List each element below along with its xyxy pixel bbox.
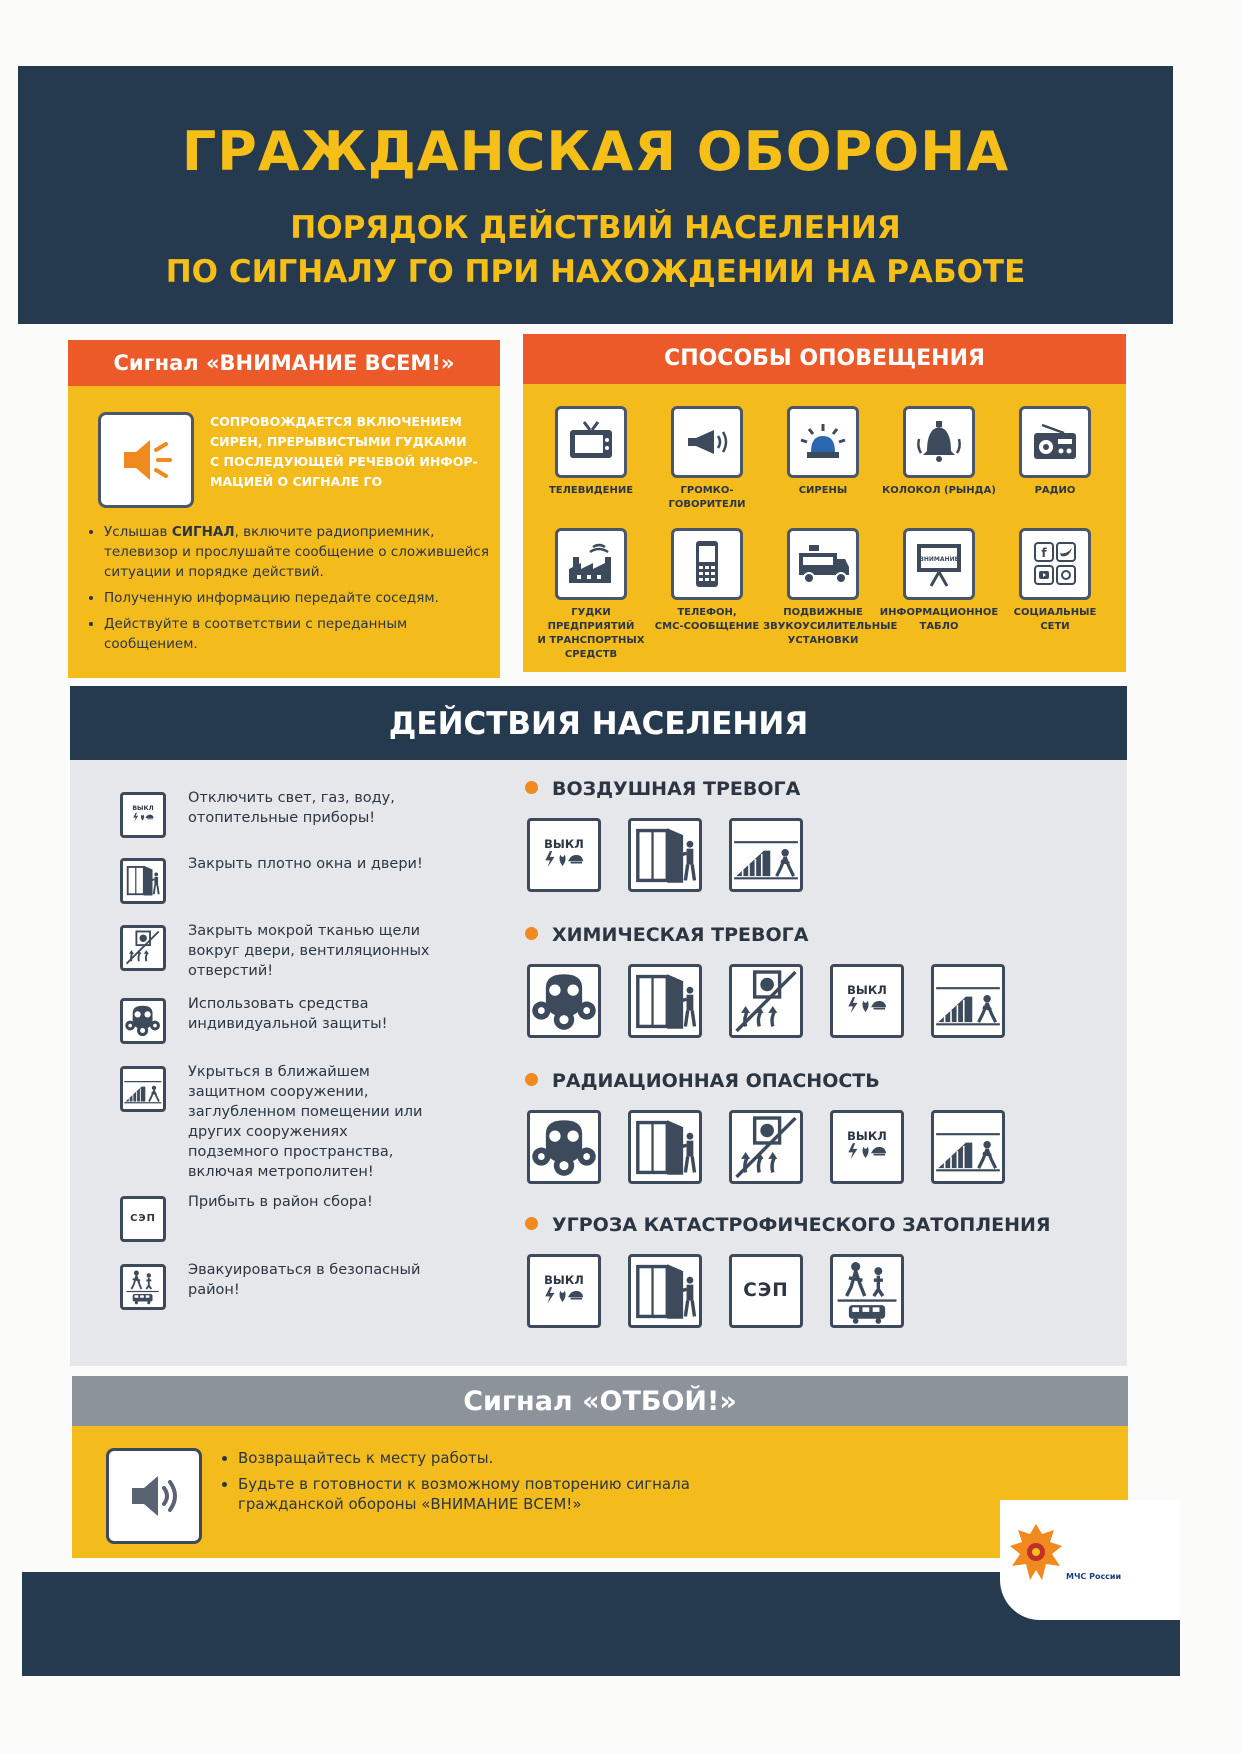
power-off-icon: ВЫКЛ [527,1254,601,1328]
method-label: СОЦИАЛЬНЫЕ СЕТИ [1013,607,1097,632]
evacuate-icon [830,1254,904,1328]
truck-icon [787,528,859,600]
close-door-icon [120,858,166,904]
header-banner [18,66,1173,324]
attention-bullet-2: • Полученную информацию передайте соседям. [104,588,491,608]
method-label: РАДИО [1034,485,1076,496]
shelter-icon [931,964,1005,1038]
speaker-icon [98,412,194,508]
phone-icon [671,528,743,600]
attention-bullet-3: • Действуйте в соответствии с переданным сообщением. [104,614,491,654]
methods-panel [523,334,1126,672]
legend-text: Закрыть плотно окна и двери! [188,856,423,872]
siren-icon [787,406,859,478]
attention-bullets [86,522,491,660]
actions-title: ДЕЙСТВИЯ НАСЕЛЕНИЯ [388,706,809,742]
method-label: ТЕЛЕФОН, СМС-СООБЩЕНИЕ [654,607,760,632]
svg-text:f: f [1041,546,1047,560]
method-label: ПОДВИЖНЫЕ ЗВУКОУСИЛИТЕЛЬНЫЕ УСТАНОВКИ [763,607,898,646]
legend-text: Закрыть мокрой тканью щели вокруг двери, вентиляционных отверстий! [188,923,430,979]
close-door-icon [628,1110,702,1184]
shelter-icon [729,818,803,892]
actions-title-bar [70,686,1127,760]
section-title: РАДИАЦИОННАЯ ОПАСНОСТЬ [525,1070,880,1092]
mchs-emblem-icon [1008,1520,1064,1592]
method-label: ИНФОРМАЦИОННОЕ ТАБЛО [879,607,999,632]
shelter-icon [120,1066,166,1112]
billboard-icon [903,528,975,600]
radio-icon [1019,406,1091,478]
method-label: ГРОМКО- ГОВОРИТЕЛИ [668,485,746,510]
otboy-bullet-1: • Возвращайтесь к месту работы. [238,1448,780,1468]
close-door-icon [628,1254,702,1328]
factory-icon [555,528,627,600]
otboy-title-bar [72,1376,1128,1426]
tv-icon [555,406,627,478]
sep-icon: СЭП [120,1196,166,1242]
power-off-icon: ВЫКЛ [120,792,166,838]
otboy-panel [72,1426,1128,1558]
attention-title: Сигнал «ВНИМАНИЕ ВСЕМ!» [68,340,500,386]
seal-vents-icon [729,964,803,1038]
legend-text: Эвакуироваться в безопасный район! [188,1262,421,1298]
otboy-bullet-2: • Будьте в готовности к возможному повторению сигнала гражданской обороны «ВНИМАНИЕ ВСЕМ!» [238,1474,780,1514]
actions-panel [70,760,1127,1366]
speaker-low-icon [106,1448,202,1544]
bullet-dot-icon [525,781,538,794]
gas-mask-icon [527,964,601,1038]
section-title: ВОЗДУШНАЯ ТРЕВОГА [525,778,800,800]
attention-description: СОПРОВОЖДАЕТСЯ ВКЛЮЧЕНИЕМ СИРЕН, ПРЕРЫВИСТЫМИ ГУДКАМИ С ПОСЛЕДУЮЩЕЙ РЕЧЕВОЙ ИНФОР- МАЦИЕЙ О СИГНАЛЕ ГО [210,414,478,489]
legend-text: Укрыться в ближайшем защитном сооружении, заглубленном помещении или других сооружениях подземного пространства, включая метрополитен! [188,1064,423,1180]
attention-bullet-1: • Услышав СИГНАЛ, включите радиоприемник, телевизор и прослушайте сообщение о сложившейся ситуации и порядке действий. [104,522,491,582]
methods-title: СПОСОБЫ ОПОВЕЩЕНИЯ [523,334,1126,384]
method-label: ГУДКИ ПРЕДПРИЯТИЙ И ТРАНСПОРТНЫХ СРЕДСТВ [537,607,645,660]
gas-mask-icon [527,1110,601,1184]
footer-org: МЧС России [1066,1572,1122,1581]
method-label: ТЕЛЕВИДЕНИЕ [548,485,634,496]
method-label: КОЛОКОЛ (РЫНДА) [882,485,996,496]
close-door-icon [628,818,702,892]
power-off-icon: ВЫКЛ [830,1110,904,1184]
legend-text: Прибыть в район сбора! [188,1194,373,1210]
otboy-title: Сигнал «ОТБОЙ!» [463,1386,737,1417]
gas-mask-icon [120,998,166,1044]
power-off-icon: ВЫКЛ [830,964,904,1038]
seal-vents-icon [120,925,166,971]
social-icon [1019,528,1091,600]
otboy-bullets [220,1448,780,1520]
page-subtitle: ПОРЯДОК ДЕЙСТВИЙ НАСЕЛЕНИЯ ПО СИГНАЛУ ГО ПРИ НАХОЖДЕНИИ НА РАБОТЕ [165,210,1026,290]
evacuate-icon [120,1264,166,1310]
method-label: СИРЕНЫ [798,485,848,496]
close-door-icon [628,964,702,1038]
section-title: ХИМИЧЕСКАЯ ТРЕВОГА [525,924,808,946]
section-title: УГРОЗА КАТАСТРОФИЧЕСКОГО ЗАТОПЛЕНИЯ [525,1214,1051,1236]
legend-text: Использовать средства индивидуальной защиты! [188,996,388,1032]
bullet-dot-icon [525,1073,538,1086]
sep-icon: СЭП [729,1254,803,1328]
legend-text: Отключить свет, газ, воду, отопительные приборы! [188,790,395,826]
seal-vents-icon [729,1110,803,1184]
attention-panel [68,340,500,678]
page-title: ГРАЖДАНСКАЯ ОБОРОНА [181,120,1010,183]
bell-icon [903,406,975,478]
svg-text:ВНИМАНИЕ: ВНИМАНИЕ [919,556,959,563]
bullet-dot-icon [525,927,538,940]
loudspeaker-icon [671,406,743,478]
bullet-dot-icon [525,1217,538,1230]
shelter-icon [931,1110,1005,1184]
power-off-icon: ВЫКЛ [527,818,601,892]
logo-card [1000,1500,1180,1620]
